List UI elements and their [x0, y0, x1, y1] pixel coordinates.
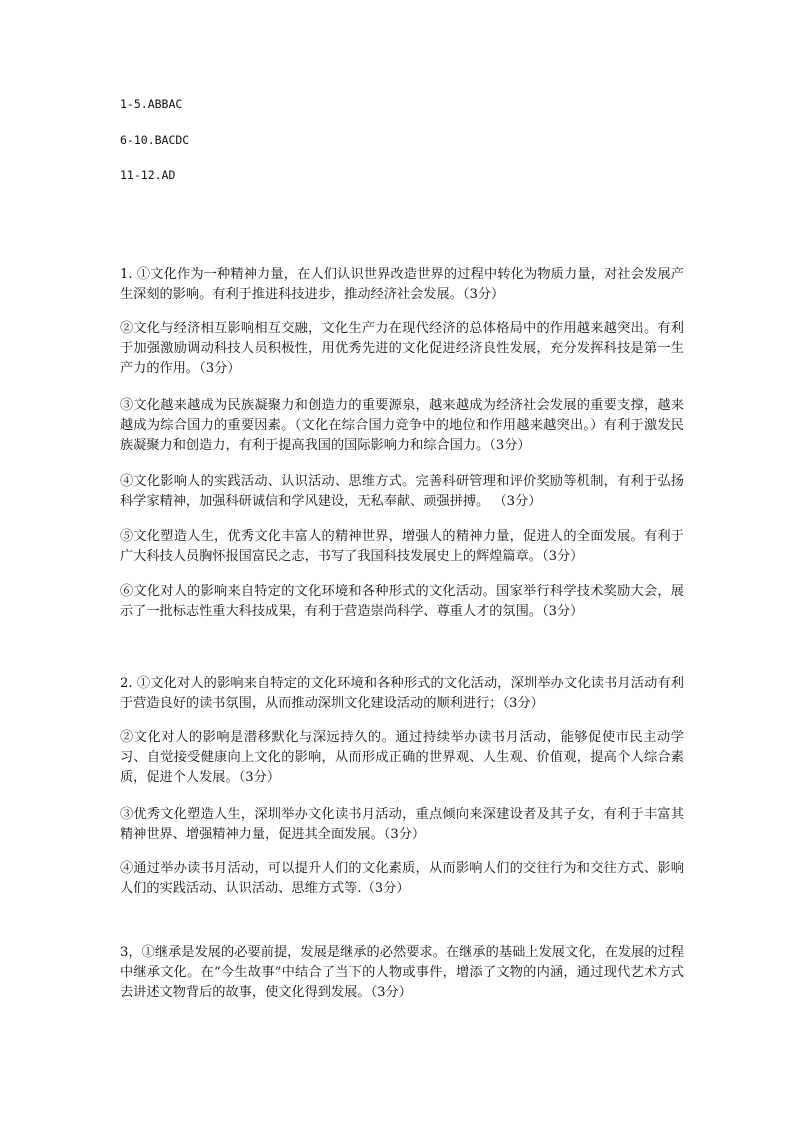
q1-point-6: ⑥文化对人的影响来自特定的文化环境和各种形式的文化活动。国家举行科学技术奖励大会，展示了一批标志性重大科技成果，有利于营造崇尚科学、尊重人才的氛围。（3分） [120, 584, 684, 619]
q1-point-1: 1. ①文化作为一种精神力量，在人们认识世界改造世界的过程中转化为物质力量，对社会发展产生深刻的影响。有利于推进科技进步，推动经济社会发展。（3分） [120, 267, 684, 302]
mcq-answers-1-5: 1-5.ABBAC [120, 97, 183, 111]
q1-point-2: ②文化与经济相互影响相互交融，文化生产力在现代经济的总体格局中的作用越来越突出。有利于加强激励调动科技人员积极性，用优秀先进的文化促进经济良性发展，充分发挥科技是第一生产力的作用。（3分） [120, 321, 684, 376]
q2-point-3: ③优秀文化塑造人生，深圳举办文化读书月活动，重点倾向来深建设者及其子女，有利于丰富其精神世界、增强精神力量，促进其全面发展。（3分） [120, 807, 684, 842]
q2-point-4: ④通过举办读书月活动，可以提升人们的文化素质，从而影响人们的交往行为和交往方式、影响人们的实践活动、认识活动、思维方式等.（3分） [120, 861, 684, 896]
q1-point-4: ④文化影响人的实践活动、认识活动、思维方式。完善科研管理和评价奖励等机制，有利于弘扬科学家精神，加强科研诚信和学风建设，无私奉献、顽强拼搏。 （3分） [120, 474, 684, 509]
answer-document [120, 0, 684, 1123]
q1-point-5: ⑤文化塑造人生，优秀文化丰富人的精神世界，增强人的精神力量，促进人的全面发展。有利于广大科技人员胸怀报国富民之志，书写了我国科技发展史上的辉煌篇章。（3分） [120, 529, 684, 564]
mcq-answers-6-10: 6-10.BACDC [120, 133, 190, 147]
q1-point-3: ③文化越来越成为民族凝聚力和创造力的重要源泉，越来越成为经济社会发展的重要支撑，越来越成为综合国力的重要因素。（文化在综合国力竞争中的地位和作用越来越突出。）有利于激发民族凝聚力和创造力，有利于提高我国的国际影响力和综合国力。（3分） [120, 398, 684, 453]
q2-point-2: ②文化对人的影响是潜移默化与深远持久的。通过持续举办读书月活动，能够促使市民主动学习、自觉接受健康向上文化的影响，从而形成正确的世界观、人生观、价值观，提高个人综合素质，促进个人发展。（3分） [120, 730, 684, 785]
q3-point-1: 3，①继承是发展的必要前提，发展是继承的必然要求。在继承的基础上发展文化，在发展的过程中继承文化。在“今生故事”中结合了当下的人物或事件，增添了文物的内涵，通过现代艺术方式去讲述文物背后的故事，使文化得到发展。（3分） [120, 945, 684, 1000]
mcq-answers-11-12: 11-12.AD [120, 168, 176, 182]
q2-point-1: 2. ①文化对人的影响来自特定的文化环境和各种形式的文化活动，深圳举办文化读书月活动有利于营造良好的读书氛围，从而推动深圳文化建设活动的顺利进行；（3分） [120, 676, 684, 711]
